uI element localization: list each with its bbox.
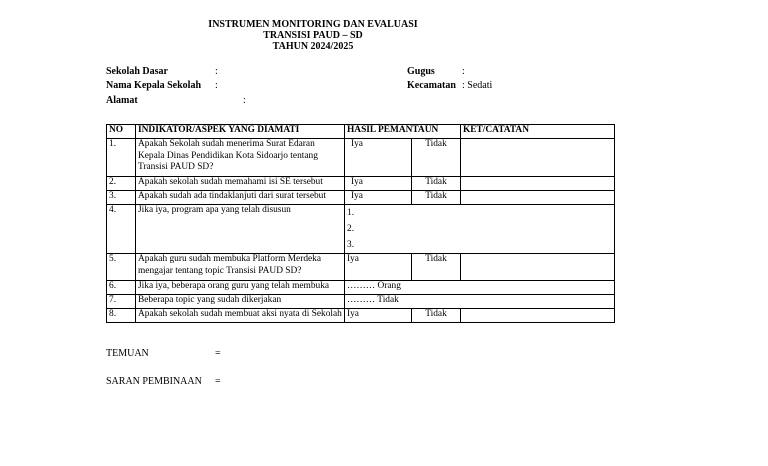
table-row — [107, 295, 615, 309]
row-no: 6. — [107, 281, 136, 295]
row-ket — [461, 309, 615, 323]
row-ket — [461, 254, 615, 281]
row-no: 4. — [107, 205, 136, 254]
header-hasil: HASIL PEMANTAUN — [345, 125, 461, 139]
row-iya: Iya — [345, 191, 412, 205]
sekolah-label: Sekolah Dasar — [106, 66, 168, 77]
row-indikator: Apakah sudah ada tindaklanjuti dari surat tersebut — [136, 191, 345, 205]
title-line-1: INSTRUMEN MONITORING DAN EVALUASI — [208, 19, 418, 30]
row-no: 5. — [107, 254, 136, 281]
list-item: 2. — [347, 224, 355, 234]
row-tidak: Tidak — [412, 254, 461, 281]
header-indikator: INDIKATOR/ASPEK YANG DIAMATI — [136, 125, 345, 139]
saran-value: = — [215, 376, 221, 387]
row-indikator: Jika iya, beberapa orang guru yang telah membuka — [136, 281, 345, 295]
header-no: NO — [107, 125, 136, 139]
header-ket: KET/CATATAN — [461, 125, 615, 139]
row-iya: Iya — [345, 177, 412, 191]
list-item: 1. — [347, 208, 355, 218]
row-indikator: Apakah guru sudah membuka Platform Merdeka mengajar tentang topic Transisi PAUD SD? — [136, 254, 345, 281]
sekolah-value: : — [215, 66, 218, 77]
row-hasil: ……… Orang — [345, 281, 615, 295]
row-indikator: Apakah Sekolah sudah menerima Surat Edaran Kepala Dinas Pendidikan Kota Sidoarjo tentang Transisi PAUD SD? — [136, 139, 345, 177]
row-no: 1. — [107, 139, 136, 177]
kepala-value: : — [215, 80, 218, 91]
table-row — [107, 139, 615, 177]
row-tidak: Tidak — [412, 139, 461, 177]
gugus-label: Gugus — [407, 66, 435, 77]
row-indikator: Apakah sekolah sudah membuat aksi nyata di Sekolah — [136, 309, 345, 323]
row-hasil: ……… Tidak — [345, 295, 615, 309]
document-title — [200, 19, 426, 52]
title-line-3: TAHUN 2024/2025 — [272, 41, 354, 52]
kepala-label: Nama Kepala Sekolah — [106, 80, 202, 91]
temuan-label: TEMUAN — [106, 348, 149, 359]
table-row — [107, 177, 615, 191]
row-indikator: Jika iya, program apa yang telah disusun — [136, 205, 345, 254]
table-row — [107, 254, 615, 281]
table-row — [107, 281, 615, 295]
row-no: 2. — [107, 177, 136, 191]
row-iya: Iya — [345, 139, 412, 177]
kecamatan-value: : Sedati — [462, 80, 493, 91]
title-line-2: TRANSISI PAUD – SD — [263, 30, 363, 41]
table-row — [107, 309, 615, 323]
monitoring-table — [106, 124, 615, 323]
temuan-value: = — [215, 348, 221, 359]
row-ket — [461, 177, 615, 191]
gugus-value: : — [462, 66, 465, 77]
row-no: 8. — [107, 309, 136, 323]
row-indikator: Beberapa topic yang sudah dikerjakan — [136, 295, 345, 309]
kecamatan-label: Kecamatan — [407, 80, 456, 91]
row-ket — [461, 191, 615, 205]
row-iya: Iya — [345, 254, 412, 281]
row-indikator: Apakah sekolah sudah memahami isi SE tersebut — [136, 177, 345, 191]
table-row — [107, 205, 615, 254]
row-tidak: Tidak — [412, 309, 461, 323]
row-tidak: Tidak — [412, 191, 461, 205]
table-header-row — [107, 125, 615, 139]
row-ket — [461, 139, 615, 177]
row-no: 3. — [107, 191, 136, 205]
program-list — [345, 205, 615, 254]
row-no: 7. — [107, 295, 136, 309]
list-item: 3. — [347, 240, 355, 250]
row-iya: Iya — [345, 309, 412, 323]
saran-label: SARAN PEMBINAAN — [106, 376, 202, 387]
alamat-label: Alamat — [106, 95, 138, 106]
row-tidak: Tidak — [412, 177, 461, 191]
alamat-value: : — [243, 95, 246, 106]
table-row — [107, 191, 615, 205]
